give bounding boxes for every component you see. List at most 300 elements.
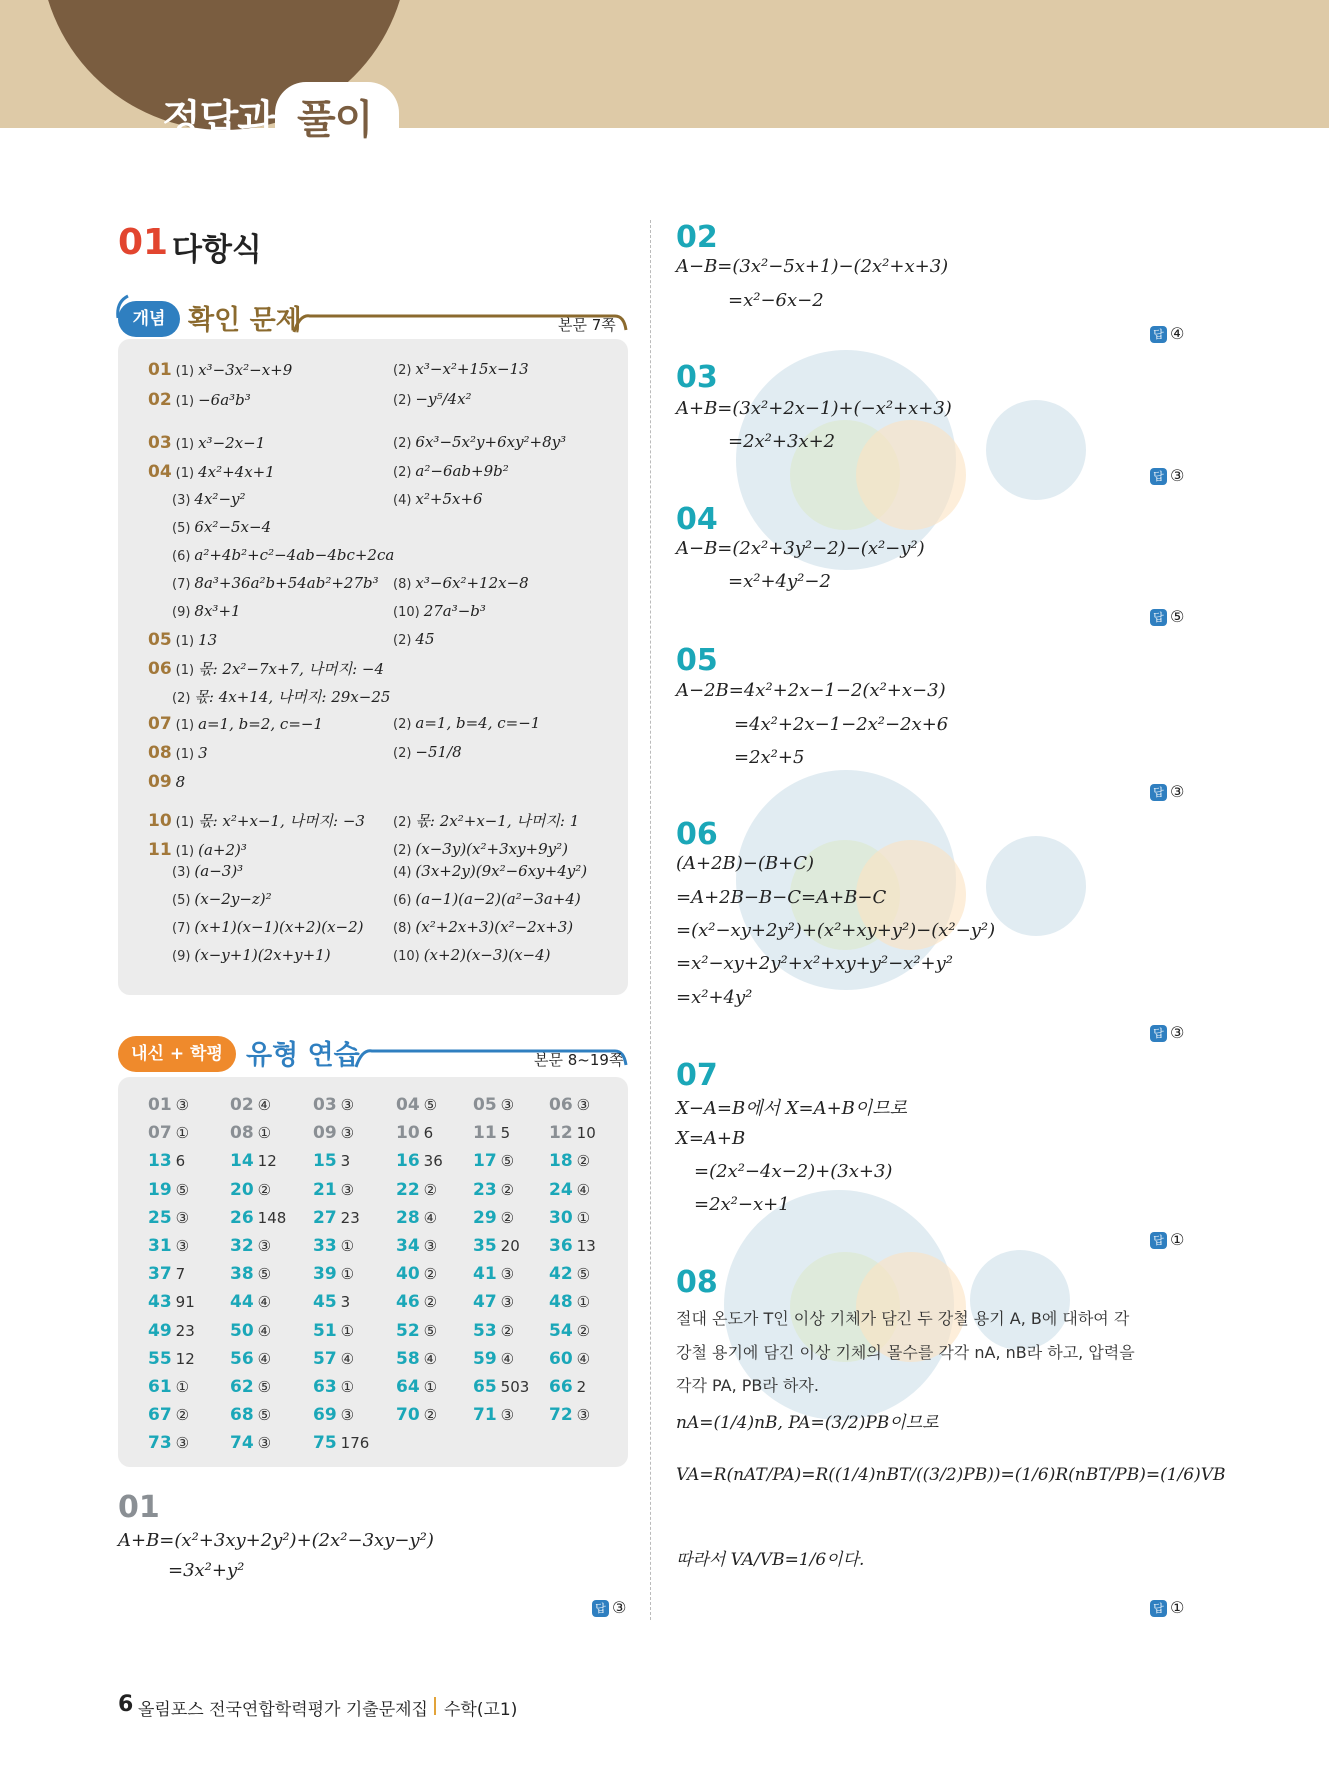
practice-answer-item (396, 1349, 437, 1369)
practice-answer-item (549, 1292, 590, 1312)
practice-answer-value: ④ (423, 1208, 438, 1227)
practice-answer-value: ③ (175, 1208, 190, 1227)
practice-answer-value: ⑤ (500, 1152, 515, 1171)
practice-question-number: 34 (396, 1236, 420, 1256)
practice-answer-value: ② (423, 1406, 438, 1425)
practice-answer-value: ① (576, 1208, 591, 1227)
practice-question-number: 31 (148, 1236, 172, 1256)
solution-number: 01 (118, 1490, 160, 1525)
practice-answer-value: ④ (576, 1349, 591, 1368)
practice-answer-value: ① (340, 1237, 355, 1255)
answer-label (592, 1598, 626, 1617)
watermark-circle (986, 400, 1086, 500)
item-index: (8) (393, 921, 412, 936)
section-badge-concept: 개념 (118, 301, 180, 337)
question-number: 03 (148, 433, 172, 453)
item-index: (6) (393, 893, 412, 908)
practice-question-number: 68 (230, 1405, 254, 1426)
quick-check-item (172, 890, 272, 908)
practice-question-number: 13 (148, 1151, 172, 1172)
solution-line: =2x²+3x+2 (728, 431, 836, 452)
header-title-sub: 풀이 (297, 97, 373, 143)
practice-answer-item (549, 1123, 596, 1143)
item-value: x³−3x²−x+9 (198, 361, 293, 379)
item-value: x³−x²+15x−13 (415, 360, 529, 378)
solution-number: 05 (676, 643, 718, 678)
practice-question-number: 22 (396, 1179, 420, 1200)
solution-line: =A+2B−B−C=A+B−C (676, 887, 887, 908)
practice-answer-value: ⑤ (175, 1180, 190, 1199)
item-index: (4) (393, 493, 412, 508)
practice-answer-item (473, 1405, 514, 1425)
practice-answer-item (473, 1321, 514, 1341)
section-badge-arc (112, 292, 132, 322)
practice-answer-item (148, 1405, 189, 1425)
practice-question-number: 72 (549, 1405, 573, 1426)
item-index: (1) (175, 718, 195, 733)
practice-answer-value: ③ (500, 1406, 515, 1425)
practice-answer-value: ③ (340, 1096, 355, 1114)
practice-question-number: 57 (313, 1348, 337, 1369)
column-divider (650, 220, 651, 1620)
item-index: (8) (393, 577, 412, 592)
practice-question-number: 44 (230, 1292, 254, 1313)
section-title-check: 확인 문제 (188, 305, 302, 336)
practice-answer-value: ① (257, 1124, 272, 1143)
item-value: −51/8 (415, 743, 462, 761)
practice-answer-item (549, 1208, 590, 1228)
item-index: (2) (393, 843, 412, 858)
watermark-circle (986, 836, 1086, 936)
practice-answer-item (313, 1349, 354, 1369)
practice-answer-item (230, 1405, 271, 1425)
practice-answer-item (473, 1236, 520, 1256)
practice-answer-item (549, 1377, 586, 1397)
item-value: (x+1)(x−1)(x+2)(x−2) (194, 918, 364, 936)
quick-check-item (148, 630, 217, 650)
answer-label (1150, 782, 1184, 801)
practice-question-number: 03 (313, 1095, 337, 1115)
practice-answer-item (313, 1123, 354, 1143)
quick-check-item (393, 433, 566, 451)
item-value: 8x³+1 (194, 602, 241, 620)
practice-question-number: 41 (473, 1264, 497, 1285)
practice-answer-value: 148 (257, 1208, 287, 1227)
practice-question-number: 39 (313, 1264, 337, 1285)
quick-check-item (393, 890, 581, 908)
answer-label (1150, 466, 1184, 485)
practice-answer-value: ① (175, 1124, 190, 1143)
practice-question-number: 61 (148, 1377, 172, 1397)
practice-question-number: 14 (230, 1151, 254, 1172)
practice-question-number: 62 (230, 1377, 254, 1397)
solution-line: =3x²+y² (168, 1560, 245, 1581)
item-index: (1) (175, 747, 195, 762)
practice-answer-item (473, 1123, 510, 1143)
quick-check-item (172, 490, 246, 508)
practice-answer-item (549, 1151, 590, 1171)
item-value: 4x²−y² (194, 490, 246, 508)
answer-value: ⑤ (1170, 607, 1185, 626)
practice-answer-value: ⑤ (257, 1378, 272, 1396)
practice-answer-value: 6 (175, 1152, 186, 1171)
item-value: (a−1)(a−2)(a²−3a+4) (415, 890, 581, 908)
item-index: (4) (393, 865, 412, 880)
practice-question-number: 58 (396, 1348, 420, 1369)
practice-answer-value: ④ (340, 1349, 355, 1368)
solution-number: 03 (676, 360, 718, 395)
quick-check-item (148, 840, 247, 860)
practice-answer-item (313, 1405, 354, 1425)
footer-separator (434, 1697, 436, 1715)
practice-question-number: 37 (148, 1264, 172, 1285)
practice-question-number: 06 (549, 1095, 573, 1115)
practice-answer-item (396, 1151, 443, 1171)
solution-number: 08 (676, 1265, 718, 1300)
practice-question-number: 23 (473, 1179, 497, 1200)
section-page-ref: 본문 7쪽 (558, 316, 616, 334)
solution-line: A−B=(2x²+3y²−2)−(x²−y²) (676, 538, 925, 559)
answer-value: ③ (1170, 1023, 1185, 1042)
practice-answer-value: ⑤ (257, 1265, 272, 1284)
quick-check-item (393, 840, 568, 858)
solution-number: 02 (676, 220, 718, 255)
item-value: (x+2)(x−3)(x−4) (423, 946, 551, 964)
practice-answer-item (396, 1180, 437, 1200)
practice-answer-item (313, 1208, 360, 1228)
item-value: (x−y+1)(2x+y+1) (194, 946, 331, 964)
item-value: (x−3y)(x²+3xy+9y²) (415, 840, 568, 858)
practice-answer-item (313, 1236, 354, 1256)
header-title-main: 정답과 (162, 97, 275, 143)
question-number: 11 (148, 840, 172, 860)
practice-answer-item (396, 1377, 437, 1397)
practice-answer-item (313, 1180, 354, 1200)
item-index: (6) (172, 549, 191, 564)
item-value: −y⁵/4x² (415, 390, 472, 408)
practice-answer-item (549, 1321, 590, 1341)
practice-question-number: 50 (230, 1320, 254, 1341)
answer-value: ① (1170, 1230, 1185, 1249)
practice-answer-item (396, 1123, 433, 1143)
practice-answer-value: ③ (576, 1096, 591, 1114)
practice-answer-item (148, 1321, 195, 1341)
answer-marker: 답 (1150, 1025, 1167, 1042)
practice-question-number: 75 (313, 1433, 337, 1454)
practice-answer-item (230, 1321, 271, 1341)
practice-answer-value: ② (423, 1293, 438, 1312)
practice-answer-item (549, 1264, 590, 1284)
practice-answer-item (148, 1236, 189, 1256)
practice-answer-item (313, 1264, 354, 1284)
practice-answer-item (313, 1321, 354, 1341)
answer-marker: 답 (1150, 784, 1167, 801)
practice-answer-value: ① (175, 1378, 190, 1396)
item-value: 4x²+4x+1 (198, 463, 275, 481)
item-index: (1) (175, 815, 195, 830)
footer-book-title: 올림포스 전국연합학력평가 기출문제집 (138, 1700, 428, 1720)
practice-answer-value: 7 (175, 1265, 186, 1284)
practice-answer-item (313, 1377, 354, 1397)
item-value: 6x³−5x²y+6xy²+8y³ (415, 433, 567, 451)
practice-question-number: 15 (313, 1151, 337, 1172)
practice-question-number: 46 (396, 1292, 420, 1313)
practice-answer-item (313, 1433, 369, 1453)
quick-check-item (393, 602, 486, 620)
solution-line: A+B=(x²+3xy+2y²)+(2x²−3xy−y²) (118, 1530, 434, 1551)
item-value: 몫: 4x+14, 나머지: 29x−25 (194, 688, 391, 706)
practice-answer-item (148, 1433, 189, 1453)
item-index: (3) (172, 493, 191, 508)
item-index: (1) (175, 364, 195, 379)
item-value: 몫: 2x²−7x+7, 나머지: −4 (198, 660, 385, 678)
practice-question-number: 53 (473, 1320, 497, 1341)
practice-answer-value: ⑤ (423, 1321, 438, 1340)
practice-answer-value: ① (423, 1378, 438, 1396)
practice-answer-item (473, 1292, 514, 1312)
practice-answer-item (549, 1095, 590, 1115)
practice-question-number: 38 (230, 1264, 254, 1285)
practice-answer-value: ② (500, 1321, 515, 1340)
practice-answer-value: ① (340, 1265, 355, 1284)
practice-answer-value: 5 (500, 1124, 511, 1143)
practice-question-number: 26 (230, 1207, 254, 1228)
practice-question-number: 51 (313, 1320, 337, 1341)
practice-answer-item (549, 1349, 590, 1369)
practice-answer-value: ③ (423, 1237, 438, 1255)
practice-answer-item (230, 1377, 271, 1397)
item-index: (1) (175, 663, 195, 678)
item-value: a=1, b=2, c=−1 (198, 715, 324, 733)
practice-answer-item (549, 1405, 590, 1425)
practice-answer-value: ③ (340, 1406, 355, 1425)
practice-answer-value: 3 (340, 1152, 351, 1171)
practice-answer-value: 3 (340, 1293, 351, 1312)
quick-check-item (148, 390, 251, 410)
practice-answer-item (396, 1264, 437, 1284)
practice-answer-item (473, 1095, 514, 1115)
practice-question-number: 64 (396, 1377, 420, 1397)
practice-question-number: 32 (230, 1236, 254, 1256)
solution-line: =x²−6x−2 (728, 290, 824, 311)
practice-answer-item (396, 1208, 437, 1228)
item-value: 3 (198, 744, 208, 762)
item-index: (2) (172, 691, 191, 706)
question-number: 09 (148, 772, 172, 792)
item-value: (x−2y−z)² (194, 890, 272, 908)
solution-line: 따라서 VA/VB=1/6이다. (676, 1550, 865, 1570)
item-value: 6x²−5x−4 (194, 518, 272, 536)
item-index: (5) (172, 521, 191, 536)
item-value: 몫: 2x²+x−1, 나머지: 1 (415, 812, 580, 830)
practice-answer-value: ① (340, 1321, 355, 1340)
practice-answer-item (230, 1180, 271, 1200)
practice-answer-value: ④ (423, 1349, 438, 1368)
answer-label (1150, 607, 1184, 626)
solution-line: =2x²+5 (734, 747, 805, 768)
practice-question-number: 42 (549, 1264, 573, 1285)
practice-answer-item (230, 1292, 271, 1312)
question-number: 05 (148, 630, 172, 650)
answer-value: ④ (1170, 324, 1185, 343)
practice-question-number: 09 (313, 1123, 337, 1144)
practice-answer-item (230, 1349, 271, 1369)
solution-number: 07 (676, 1058, 718, 1093)
practice-question-number: 11 (473, 1123, 497, 1144)
question-number: 04 (148, 462, 172, 482)
answer-marker: 답 (1150, 468, 1167, 485)
item-index: (2) (393, 436, 412, 451)
practice-answer-value: ④ (257, 1096, 272, 1114)
practice-question-number: 67 (148, 1405, 172, 1426)
solution-line: =4x²+2x−1−2x²−2x+6 (734, 714, 949, 735)
practice-answer-value: ② (576, 1152, 591, 1171)
answer-value: ③ (612, 1598, 627, 1617)
practice-question-number: 35 (473, 1236, 497, 1256)
quick-check-item (393, 490, 483, 508)
practice-question-number: 04 (396, 1095, 420, 1115)
question-number: 06 (148, 659, 172, 679)
practice-answer-value: ② (257, 1180, 272, 1199)
solution-number: 04 (676, 502, 718, 537)
practice-answer-item (230, 1123, 271, 1143)
practice-question-number: 56 (230, 1348, 254, 1369)
practice-question-number: 08 (230, 1123, 254, 1144)
practice-answer-value: 6 (423, 1124, 434, 1143)
practice-answer-value: ② (423, 1265, 438, 1284)
practice-question-number: 29 (473, 1207, 497, 1228)
practice-question-number: 01 (148, 1095, 172, 1115)
item-value: a=1, b=4, c=−1 (415, 714, 541, 732)
practice-answer-value: ③ (175, 1096, 190, 1114)
item-index: (1) (175, 394, 195, 409)
practice-answer-value: ④ (257, 1349, 272, 1368)
solution-line: =(2x²−4x−2)+(3x+3) (694, 1161, 893, 1182)
practice-question-number: 10 (396, 1123, 420, 1144)
question-number: 10 (148, 811, 172, 831)
practice-question-number: 66 (549, 1377, 573, 1397)
practice-question-number: 48 (549, 1292, 573, 1313)
practice-question-number: 55 (148, 1348, 172, 1369)
item-index: (2) (393, 393, 412, 408)
practice-answer-value: ③ (500, 1096, 515, 1114)
section-title-practice: 유형 연습 (246, 1040, 360, 1071)
quick-check-item (148, 743, 208, 763)
item-index: (5) (172, 893, 191, 908)
item-index: (7) (172, 577, 191, 592)
item-value: 8a³+36a²b+54ab²+27b³ (194, 574, 379, 592)
practice-answer-value: ③ (500, 1293, 515, 1312)
practice-answer-item (148, 1377, 189, 1397)
quick-check-item (393, 574, 529, 592)
practice-answer-value: ③ (175, 1237, 190, 1255)
practice-answer-value: ④ (500, 1349, 515, 1368)
quick-check-item (172, 686, 390, 707)
question-number: 02 (148, 390, 172, 410)
item-value: a²−6ab+9b² (415, 462, 509, 480)
practice-answer-value: ⑤ (576, 1265, 591, 1284)
solution-line: =x²−xy+2y²+x²+xy+y²−x²+y² (676, 953, 954, 974)
practice-answer-item (230, 1433, 271, 1453)
item-index: (1) (175, 466, 195, 481)
item-value: 13 (198, 631, 218, 649)
practice-answer-value: 23 (175, 1321, 195, 1340)
practice-answer-value: 13 (576, 1237, 596, 1255)
answer-value: ① (1170, 1598, 1185, 1617)
practice-answer-item (549, 1236, 596, 1256)
quick-check-item (172, 518, 271, 536)
practice-answer-value: ④ (257, 1321, 272, 1340)
answer-label (1150, 324, 1184, 343)
practice-answer-item (148, 1151, 185, 1171)
practice-answer-value: ③ (500, 1265, 515, 1284)
chapter-number: 01 (118, 222, 169, 263)
answer-marker: 답 (1150, 1600, 1167, 1617)
quick-check-item (148, 360, 292, 380)
practice-answer-item (313, 1292, 350, 1312)
practice-answer-value: 91 (175, 1293, 195, 1312)
solution-line: 각각 PA, PB라 하자. (676, 1376, 819, 1395)
practice-answer-value: 12 (175, 1349, 195, 1368)
practice-question-number: 36 (549, 1236, 573, 1256)
practice-answer-item (148, 1292, 195, 1312)
quick-check-item (393, 862, 587, 880)
practice-answer-value: ③ (340, 1180, 355, 1199)
chapter-title: 다항식 (172, 232, 262, 268)
item-value: −6a³b³ (198, 391, 251, 409)
item-value: (x²+2x+3)(x²−2x+3) (415, 918, 574, 936)
item-index: (9) (172, 949, 191, 964)
item-index: (1) (175, 844, 195, 859)
practice-question-number: 05 (473, 1095, 497, 1115)
item-value: x²+5x+6 (415, 490, 483, 508)
practice-question-number: 65 (473, 1377, 497, 1397)
practice-question-number: 70 (396, 1405, 420, 1426)
solution-line: A−B=(3x²−5x+1)−(2x²+x+3) (676, 256, 949, 277)
practice-answer-item (230, 1095, 271, 1115)
answer-marker: 답 (1150, 326, 1167, 343)
practice-question-number: 45 (313, 1292, 337, 1313)
practice-answer-value: 23 (340, 1208, 360, 1227)
item-value: (3x+2y)(9x²−6xy+4y²) (415, 862, 588, 880)
solution-line: 절대 온도가 T인 이상 기체가 담긴 두 강철 용기 A, B에 대하여 각 (676, 1309, 1130, 1328)
practice-answer-value: ③ (340, 1124, 355, 1143)
practice-answer-item (473, 1349, 514, 1369)
watermark-circle (856, 420, 966, 530)
item-index: (1) (175, 634, 195, 649)
item-index: (2) (393, 717, 412, 732)
practice-question-number: 47 (473, 1292, 497, 1313)
item-value: 45 (415, 630, 435, 648)
quick-check-item (172, 918, 364, 936)
answer-label (1150, 1023, 1184, 1042)
practice-question-number: 27 (313, 1207, 337, 1228)
solution-line: =x²+4y²−2 (728, 571, 831, 592)
practice-answer-item (473, 1264, 514, 1284)
item-index: (3) (172, 865, 191, 880)
footer-subject: 수학(고1) (444, 1700, 518, 1720)
item-value: (a−3)³ (194, 862, 244, 880)
practice-question-number: 02 (230, 1095, 254, 1115)
answer-marker: 답 (1150, 1232, 1167, 1249)
practice-answer-value: 176 (340, 1434, 370, 1453)
practice-answer-value: ③ (175, 1434, 190, 1453)
practice-answer-item (473, 1151, 514, 1171)
practice-answer-item (148, 1123, 189, 1143)
practice-question-number: 17 (473, 1151, 497, 1172)
item-value: x³−6x²+12x−8 (415, 574, 529, 592)
practice-answer-item (313, 1151, 350, 1171)
